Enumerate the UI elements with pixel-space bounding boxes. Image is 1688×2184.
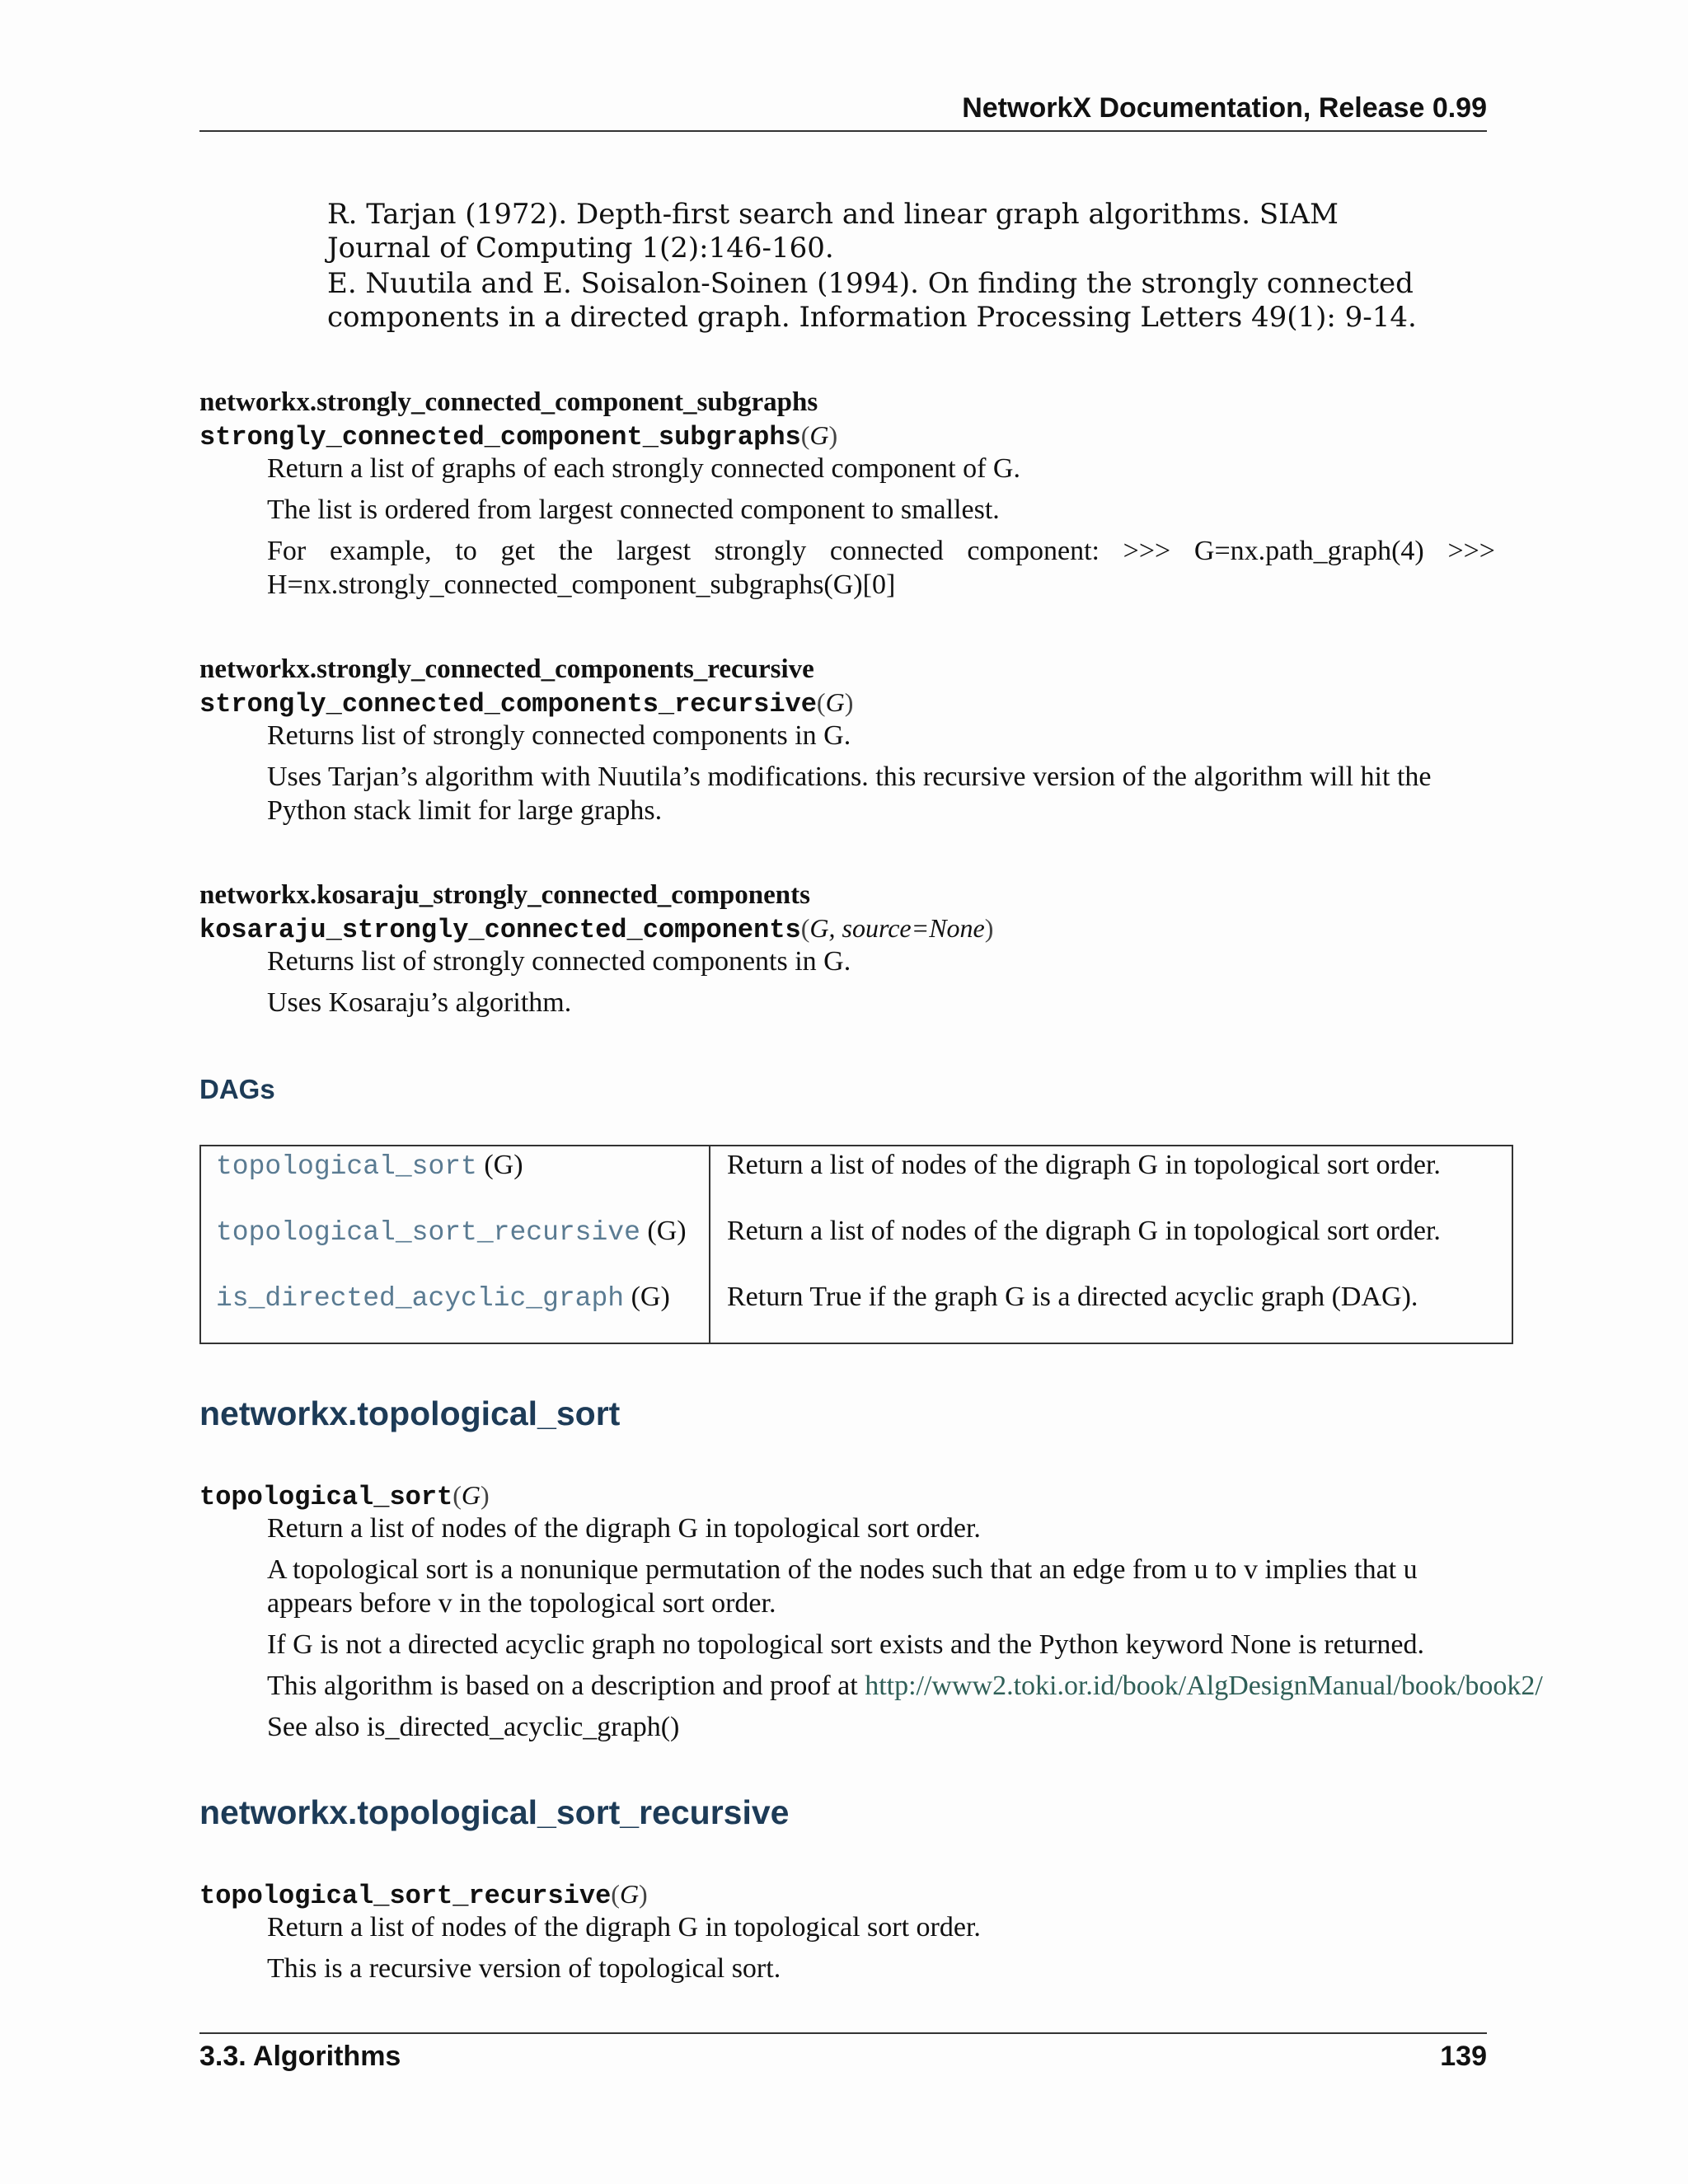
scc-recursive-fn: strongly_connected_components_recursive (199, 689, 817, 719)
kosaraju-signature: kosaraju_strongly_connected_components(G, source=None) (199, 913, 994, 945)
scc-subgraphs-signature: strongly_connected_component_subgraphs(G) (199, 420, 838, 452)
kosaraju-args: G, source=None (809, 913, 985, 943)
kosaraju-description (267, 944, 1495, 1027)
topological-sort-description (267, 1511, 1543, 1751)
table-cell-function: topological_sort (G) (216, 1150, 523, 1182)
reference-tarjan: R. Tarjan (1972). Depth-first search and linear graph algorithms. SIAM Journal of Computing 1(2):146-160. (327, 198, 1339, 265)
topological-sort-p3: If G is not a directed acyclic graph no topological sort exists and the Python keyword None is returned. (267, 1629, 1425, 1660)
table-cell-function: is_directed_acyclic_graph (G) (216, 1282, 670, 1314)
references (327, 198, 1432, 336)
footer-section: 3.3. Algorithms (199, 2041, 401, 2072)
topological-sort-p2: A topological sort is a nonunique permutation of the nodes such that an edge from u to v implies that u appears before v in the topological sort order. (267, 1554, 1418, 1619)
table-cell-description: Return a list of nodes of the digraph G in topological sort order. (727, 1216, 1441, 1246)
link-topological-sort-recursive[interactable]: topological_sort_recursive (216, 1217, 640, 1248)
table-row (201, 1216, 1512, 1282)
topological-sort-p5: See also is_directed_acyclic_graph() (267, 1712, 680, 1742)
scc-recursive-p1: Returns list of strongly connected components in G. (267, 720, 851, 751)
kosaraju-fn: kosaraju_strongly_connected_components (199, 915, 801, 945)
link-topological-sort[interactable]: topological_sort (216, 1151, 477, 1182)
topological-sort-recursive-description (267, 1910, 1495, 1993)
scc-recursive-signature: strongly_connected_components_recursive(G) (199, 687, 854, 719)
table-row (201, 1282, 1512, 1347)
topological-sort-recursive-p2: This is a recursive version of topological sort. (267, 1953, 781, 1984)
scc-subgraphs-fn: strongly_connected_component_subgraphs (199, 422, 801, 452)
algorithm-reference-link[interactable]: http://www2.toki.or.id/book/AlgDesignManual/book/book2/ (865, 1671, 1543, 1701)
scc-recursive-p2: Uses Tarjan’s algorithm with Nuutila’s modifications. this recursive version of the algorithm will hit the Python stack limit for large graphs. (267, 762, 1432, 826)
scc-subgraphs-p3: For example, to get the largest strongly connected component: >>> G=nx.path_graph(4) >>> H=nx.strongly_connected_component_subgraphs(G)[0] (267, 536, 1495, 600)
topological-sort-args: G (461, 1480, 481, 1510)
reference-nuutila: E. Nuutila and E. Soisalon-Soinen (1994). On finding the strongly connected components in a directed graph. Information Processing Letters 49(1): 9-14. (327, 267, 1417, 334)
scc-subgraphs-fullname: networkx.strongly_connected_component_subgraphs (199, 387, 818, 417)
topological-sort-signature: topological_sort(G) (199, 1480, 490, 1512)
running-header: NetworkX Documentation, Release 0.99 (962, 92, 1487, 124)
scc-subgraphs-description (267, 452, 1495, 609)
topological-sort-heading: networkx.topological_sort (199, 1394, 621, 1432)
topological-sort-recursive-signature: topological_sort_recursive(G) (199, 1879, 648, 1911)
table-row (201, 1150, 1512, 1216)
kosaraju-fullname: networkx.kosaraju_strongly_connected_components (199, 880, 810, 910)
scc-recursive-description (267, 719, 1495, 835)
kosaraju-p2: Uses Kosaraju’s algorithm. (267, 987, 572, 1018)
topological-sort-p1: Return a list of nodes of the digraph G in topological sort order. (267, 1513, 981, 1544)
table-cell-description: Return True if the graph G is a directed acyclic graph (DAG). (727, 1282, 1418, 1312)
header-rule (199, 130, 1487, 132)
kosaraju-p1: Returns list of strongly connected components in G. (267, 946, 851, 977)
scc-recursive-args: G (825, 687, 845, 717)
topological-sort-p4: This algorithm is based on a description and proof at http://www2.toki.or.id/book/AlgDesignManual/book/book2/ (267, 1671, 1543, 1701)
dags-summary-table (199, 1145, 1513, 1344)
page-number: 139 (1440, 2041, 1487, 2072)
table-cell-function: topological_sort_recursive (G) (216, 1216, 687, 1248)
topological-sort-recursive-fn: topological_sort_recursive (199, 1881, 612, 1911)
topological-sort-recursive-args: G (619, 1879, 640, 1909)
topological-sort-fn: topological_sort (199, 1482, 453, 1512)
topological-sort-recursive-p1: Return a list of nodes of the digraph G in topological sort order. (267, 1912, 981, 1943)
scc-subgraphs-args: G (809, 420, 829, 450)
footer-rule (199, 2032, 1487, 2034)
table-cell-description: Return a list of nodes of the digraph G in topological sort order. (727, 1150, 1441, 1180)
scc-subgraphs-p2: The list is ordered from largest connected component to smallest. (267, 494, 1000, 525)
dags-heading: DAGs (199, 1074, 275, 1104)
topological-sort-recursive-heading: networkx.topological_sort_recursive (199, 1793, 790, 1831)
scc-recursive-fullname: networkx.strongly_connected_components_recursive (199, 654, 814, 684)
scc-subgraphs-p1: Return a list of graphs of each strongly connected component of G. (267, 453, 1020, 484)
link-is-directed-acyclic-graph[interactable]: is_directed_acyclic_graph (216, 1283, 625, 1314)
